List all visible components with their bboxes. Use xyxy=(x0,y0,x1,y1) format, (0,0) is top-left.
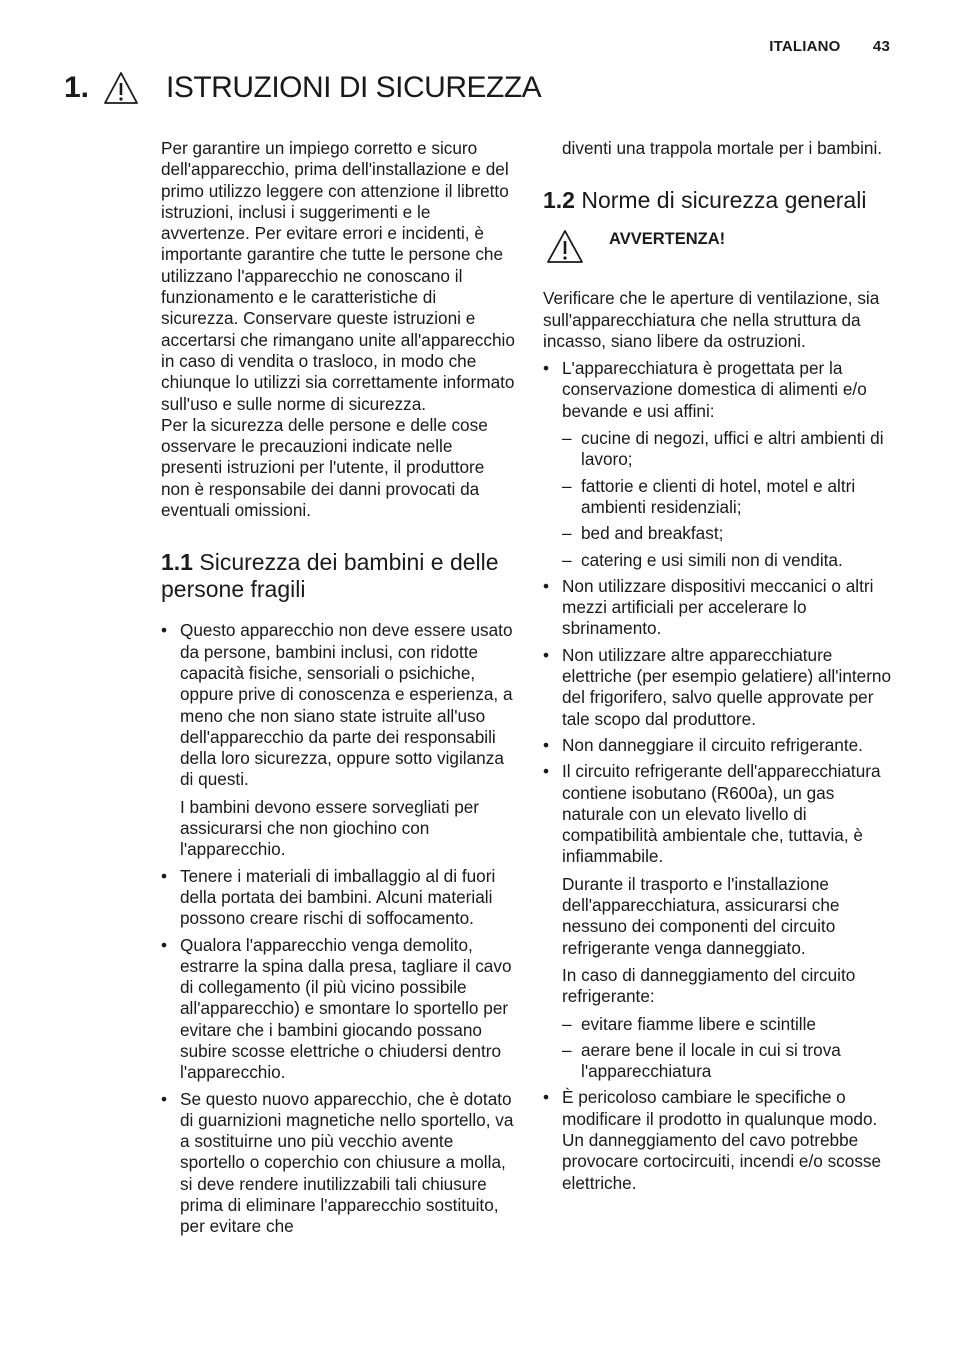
section-title: Sicurezza dei bambini e delle persone fragili xyxy=(161,549,499,603)
sublist-item: – fattorie e clienti di hotel, motel e altri ambienti residenziali; xyxy=(562,476,899,519)
chapter-title-text: ISTRUZIONI DI SICUREZZA xyxy=(166,71,542,104)
general-safety-list xyxy=(543,358,899,1194)
language-label: ITALIANO xyxy=(769,38,841,55)
ventilation-paragraph: Verificare che le aperture di ventilazione, sia sull'apparecchiatura che nella struttura da incasso, siano libere da ostruzioni. xyxy=(543,288,880,351)
list-item-text: L'apparecchiatura è progettata per la conservazione domestica di alimenti e/o bevande e usi affini: xyxy=(562,358,867,421)
list-item-text: Se questo nuovo apparecchio, che è dotato di guarnizioni magnetiche nello sportello, va a sostituirne uno più vecchio avente sportello o coperchio con chiusure a molla, si deve rendere inutilizzabili tali chiusure prima di eliminare l'apparecchio sostituito, per evitare che xyxy=(180,1088,514,1237)
sublist-item: – cucine di negozi, uffici e altri ambienti di lavoro; xyxy=(562,428,899,471)
warning-label: AVVERTENZA! xyxy=(609,230,726,249)
children-safety-list xyxy=(161,620,517,1237)
list-item xyxy=(161,620,517,860)
list-item xyxy=(161,866,517,930)
list-item xyxy=(543,735,899,756)
sublist-item: – evitare fiamme libere e scintille xyxy=(562,1014,899,1035)
list-item xyxy=(161,935,517,1084)
list-item-note: Durante il trasporto e l'installazione dell'apparecchiatura, assicurarsi che nessuno dei componenti del circuito refrigerante venga danneggiato. xyxy=(562,873,840,958)
left-column xyxy=(161,138,517,1243)
section-heading-1-1 xyxy=(161,549,517,603)
list-item-text: Non utilizzare dispositivi meccanici o altri mezzi artificiali per accelerare lo sbrinamento. xyxy=(562,575,874,639)
sublist-item: – aerare bene il locale in cui si trova l'apparecchiatura xyxy=(562,1040,899,1083)
list-item xyxy=(543,1087,899,1193)
continued-text: diventi una trappola mortale per i bambini. xyxy=(562,138,883,158)
list-item-note: I bambini devono essere sorvegliati per assicurarsi che non giochino con l'apparecchio. xyxy=(180,796,480,860)
chapter-number: 1. xyxy=(64,71,90,104)
warning-triangle-icon xyxy=(545,228,585,266)
section-number: 1.1 xyxy=(161,549,193,576)
page-number: 43 xyxy=(872,38,890,55)
list-item xyxy=(161,1089,517,1238)
list-item xyxy=(543,358,899,571)
sublist-item: – catering e usi simili non di vendita. xyxy=(562,550,899,571)
list-item-text: Questo apparecchio non deve essere usato da persone, bambini inclusi, con ridotte capacità fisiche, sensoriali o psichiche, oppure prive di conoscenza e esperienza, a meno che non siano state istruite all'uso dell'apparecchio da parte dei responsabili della loro sicurezza, oppure sotto vigilanza di questi. xyxy=(180,620,513,790)
chapter-title xyxy=(64,70,541,106)
list-item-text: Non utilizzare altre apparecchiature elettriche (per esempio gelatiere) all'interno del frigorifero, salvo quelle approvate per tale scopo dal produttore. xyxy=(562,644,892,729)
intro-paragraph-1: Per garantire un impiego corretto e sicuro dell'apparecchio, prima dell'installazione e del primo utilizzo leggere con attenzione il libretto istruzioni, inclusi i suggerimenti e le avvertenze. Per evitare errori e incidenti, è importante garantire che tutte le persone che utilizzano l'apparecchio ne conoscano il funzionamento e le caratteristiche di sicurezza. Conservare queste istruzioni e accertarsi che rimangano unite all'apparecchio in caso di vendita o trasloco, in modo che chiunque lo utilizzi sia correttamente informato sull'uso e sulle norme di sicurezza. xyxy=(161,138,515,414)
list-item-text: Qualora l'apparecchio venga demolito, estrarre la spina dalla presa, tagliare il cavo di collegamento (il più vicino possibile all'apparecchio) e smontare lo sportello per evitare che i bambini giocando possano subire scosse elettriche o chiudersi dentro l'apparecchio. xyxy=(180,934,512,1083)
page-header xyxy=(769,38,890,55)
usage-sublist xyxy=(562,428,899,571)
warning-triangle-icon xyxy=(102,70,140,106)
list-item-note: In caso di danneggiamento del circuito refrigerante: xyxy=(562,964,856,1007)
sublist-item: – bed and breakfast; xyxy=(562,523,899,544)
list-item-text: È pericoloso cambiare le specifiche o modificare il prodotto in qualunque modo. Un danneggiamento del cavo potrebbe provocare cortocircuiti, incendi e/o scosse elettriche. xyxy=(562,1087,882,1193)
list-item xyxy=(543,761,899,1082)
list-item-text: Tenere i materiali di imballaggio al di fuori della portata dei bambini. Alcuni materiali possono creare rischi di soffocamento. xyxy=(180,865,496,929)
section-heading-1-2 xyxy=(543,187,899,214)
list-item-text: Il circuito refrigerante dell'apparecchiatura contiene isobutano (R600a), un gas naturale con un elevato livello di compatibilità ambientale che, tuttavia, è infiammabile. xyxy=(562,761,881,867)
intro-paragraph-2: Per la sicurezza delle persone e delle cose osservare le precauzioni indicate nelle presenti istruzioni per l'utente, il produttore non è responsabile dei danni provocati da eventuali omissioni. xyxy=(161,414,488,521)
list-item xyxy=(543,576,899,640)
section-title: Norme di sicurezza generali xyxy=(581,187,867,214)
damage-sublist xyxy=(562,1014,899,1083)
warning-callout xyxy=(543,228,899,266)
right-column xyxy=(543,138,899,1199)
list-item xyxy=(543,645,899,730)
list-item-text: Non danneggiare il circuito refrigerante. xyxy=(562,734,863,755)
section-number: 1.2 xyxy=(543,187,575,214)
